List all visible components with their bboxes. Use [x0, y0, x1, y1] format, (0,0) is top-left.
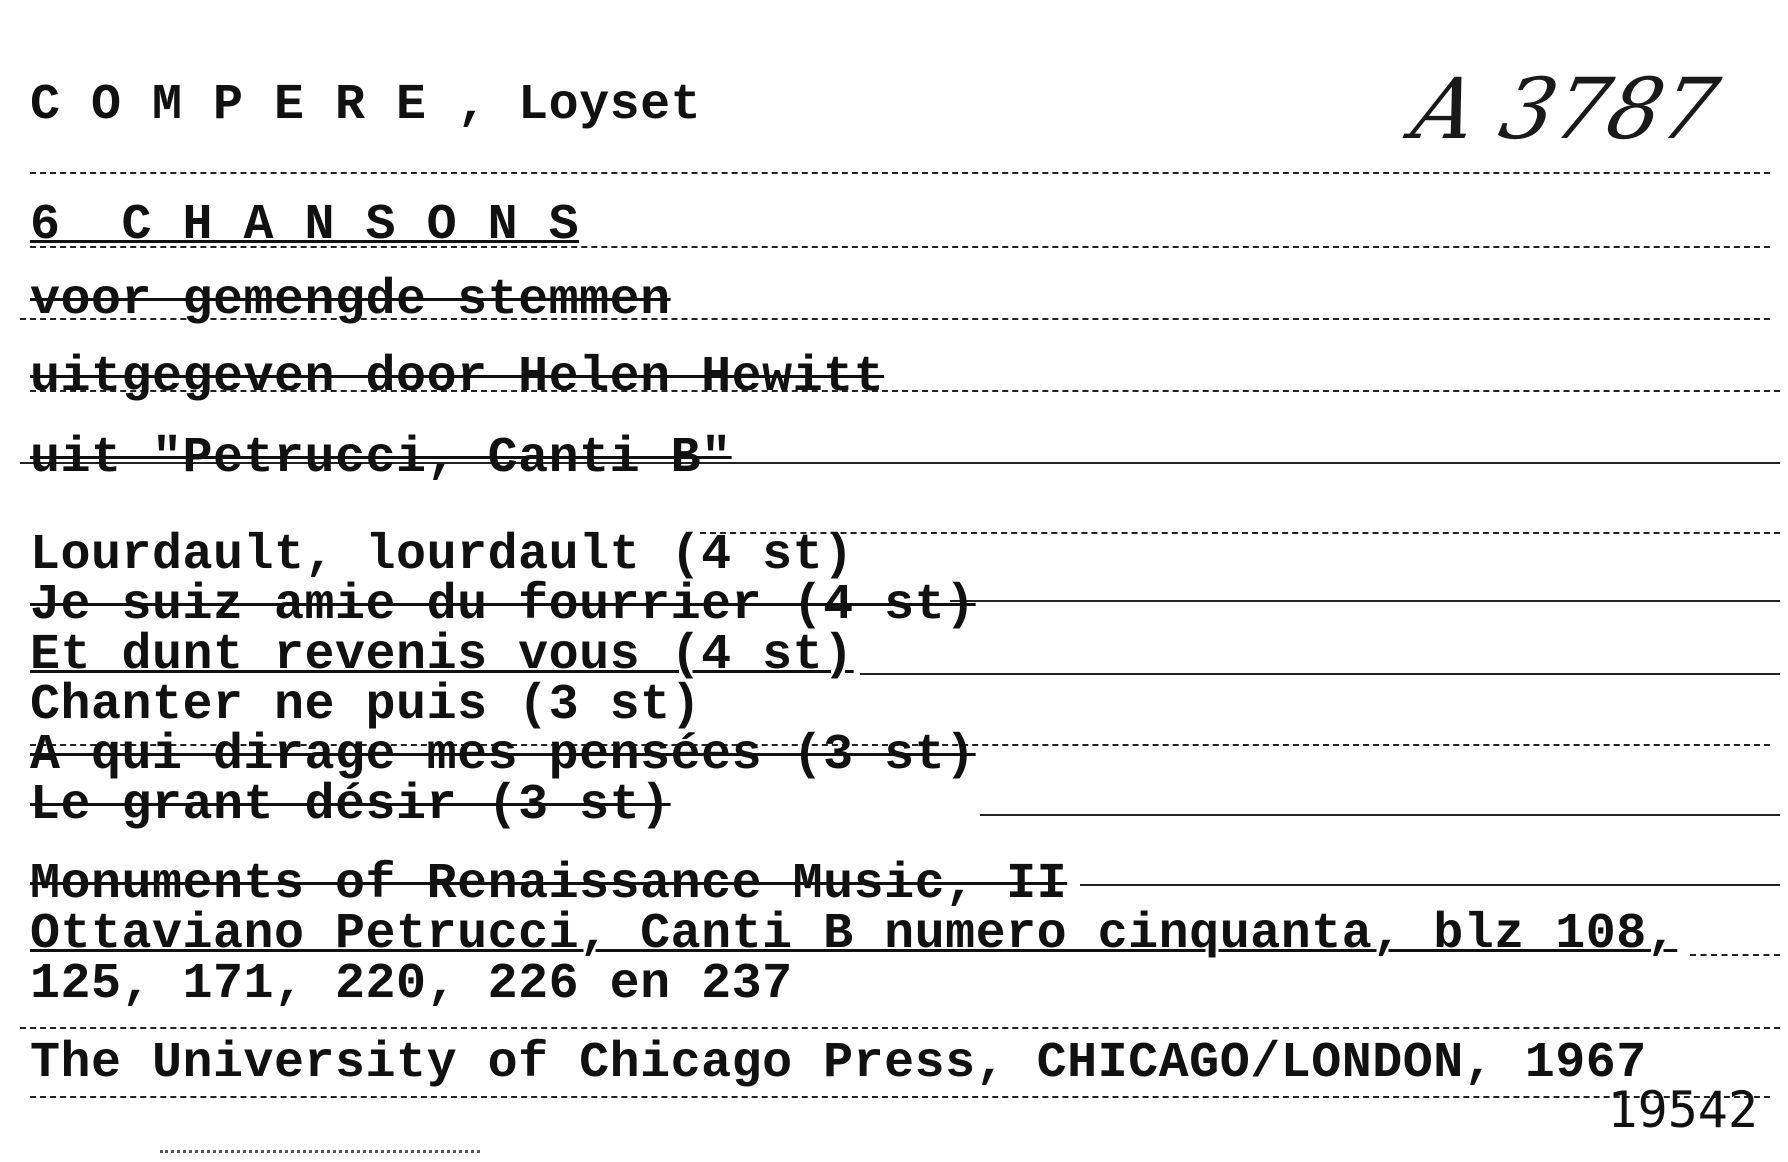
catalog-number: 19542 — [1607, 1081, 1758, 1139]
card-rule — [1690, 954, 1780, 956]
editor-line: uitgegeven door Helen Hewitt — [30, 349, 885, 406]
song-item: Et dunt revenis vous (4 st) — [30, 627, 854, 684]
card-rule — [860, 673, 1780, 675]
work-title: 6 C H A N S O N S — [30, 197, 580, 254]
song-item: Je suiz amie du fourrier (4 st) — [30, 577, 976, 634]
reference-line: 125, 171, 220, 226 en 237 — [30, 956, 793, 1013]
card-rule — [1080, 884, 1780, 886]
card-rule — [30, 1096, 1770, 1098]
card-rule — [20, 1027, 1780, 1029]
card-rule — [980, 814, 1780, 816]
handwritten-shelfmark: A 3787 — [1404, 60, 1727, 158]
source-line: uit "Petrucci, Canti B" — [30, 430, 732, 487]
publisher-line: The University of Chicago Press, CHICAGO/LONDON, 1967 — [30, 1035, 1647, 1092]
song-item: Le grant désir (3 st) — [30, 777, 671, 834]
composer-name: C O M P E R E , Loyset — [30, 77, 702, 134]
card-rule — [700, 532, 1780, 534]
song-item: A qui dirage mes pensées (3 st) — [30, 727, 976, 784]
song-item: Chanter ne puis (3 st) — [30, 677, 702, 734]
card-dots — [160, 1150, 480, 1153]
card-rule — [950, 600, 1780, 602]
reference-line: Ottaviano Petrucci, Canti B numero cinquanta, blz 108, — [30, 906, 1678, 963]
work-subtitle: voor gemengde stemmen — [30, 272, 671, 329]
card-rule — [30, 172, 1770, 174]
song-item: Lourdault, lourdault (4 st) — [30, 527, 854, 584]
series-line: Monuments of Renaissance Music, II — [30, 856, 1068, 913]
